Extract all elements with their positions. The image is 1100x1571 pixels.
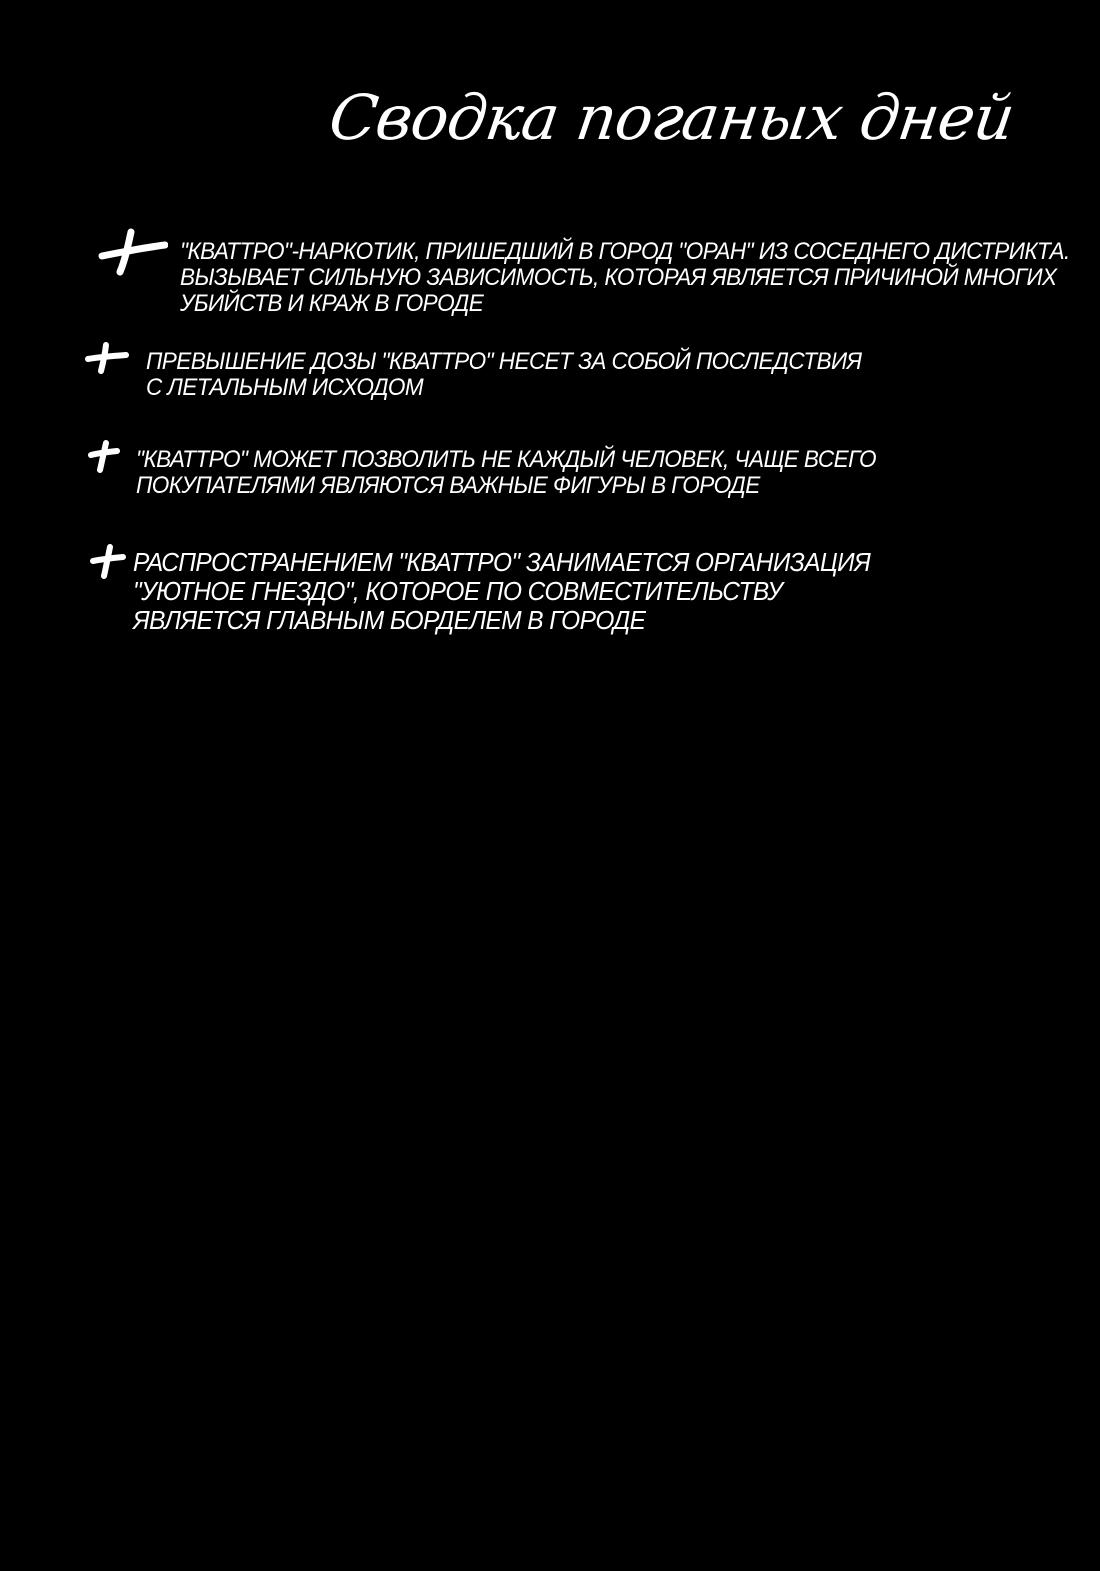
item-line: ПРЕВЫШЕНИЕ ДОЗЫ "КВАТТРО" НЕСЕТ ЗА СОБОЙ ПОСЛЕДСТВИЯ: [146, 348, 862, 375]
item-line: "УЮТНОЕ ГНЕЗДО", КОТОРОЕ ПО СОВМЕСТИТЕЛЬСТВУ: [133, 576, 783, 606]
item-line: ВЫЗЫВАЕТ СИЛЬНУЮ ЗАВИСИМОСТЬ, КОТОРАЯ ЯВЛЯЕТСЯ ПРИЧИНОЙ МНОГИХ: [180, 264, 1057, 291]
list-item: [136, 447, 876, 499]
item-line: ПОКУПАТЕЛЯМИ ЯВЛЯЮТСЯ ВАЖНЫЕ ФИГУРЫ В ГОРОДЕ: [136, 472, 760, 499]
plus-icon: [98, 228, 168, 276]
item-line: "КВАТТРО" МОЖЕТ ПОЗВОЛИТЬ НЕ КАЖДЫЙ ЧЕЛОВЕК, ЧАЩЕ ВСЕГО: [136, 446, 877, 473]
list-item: [146, 349, 861, 401]
item-line: РАСПРОСТРАНЕНИЕМ "КВАТТРО" ЗАНИМАЕТСЯ ОРГАНИЗАЦИЯ: [133, 547, 871, 577]
page-title: [323, 70, 1019, 165]
item-line: С ЛЕТАЛЬНЫМ ИСХОДОМ: [146, 374, 424, 401]
plus-icon: [88, 440, 120, 474]
list-item: [180, 239, 1070, 317]
title-text: Сводка поганых дней: [324, 81, 1019, 154]
plus-icon: [90, 544, 126, 580]
item-line: ЯВЛЯЕТСЯ ГЛАВНЫМ БОРДЕЛЕМ В ГОРОДЕ: [133, 605, 646, 635]
list-item: [133, 548, 870, 635]
plus-icon: [84, 341, 130, 375]
item-line: УБИЙСТВ И КРАЖ В ГОРОДЕ: [180, 290, 484, 317]
item-line: "КВАТТРО"-НАРКОТИК, ПРИШЕДШИЙ В ГОРОД "ОРАН" ИЗ СОСЕДНЕГО ДИСТРИКТА.: [180, 238, 1070, 265]
